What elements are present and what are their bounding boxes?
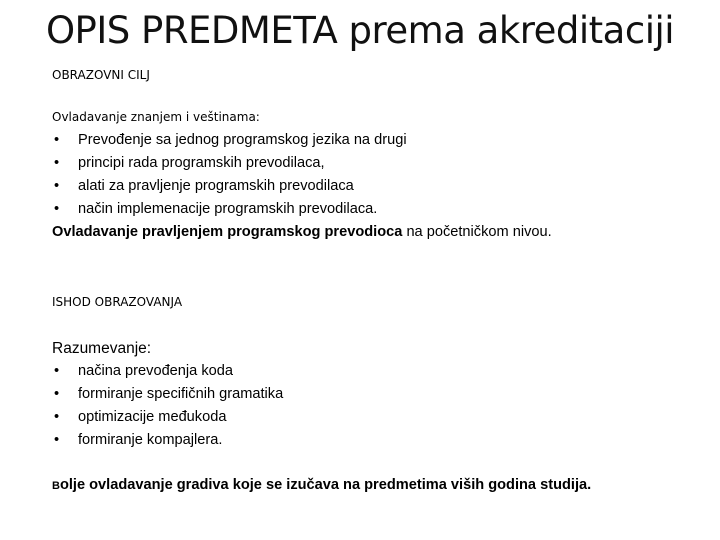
list-item-text: principi rada programskih prevodilaca, [78,155,325,171]
list-item-text: formiranje specifičnih gramatika [78,386,284,402]
list-item-text: formiranje kompajlera. [78,432,223,448]
list-item [52,129,692,152]
bullet-icon: • [54,363,60,379]
bullet-icon: • [54,155,60,171]
list-item [52,152,692,175]
list-item-text: optimizacije međukoda [78,409,227,425]
subheading-razumevanje: Razumevanje: [52,340,152,357]
list-item-text: Prevođenje sa jednog programskog jezika na drugi [78,132,407,148]
list-item [52,360,692,383]
closing-statement [52,221,692,244]
section-obrazovni-cilj-body [52,106,692,244]
bullet-icon: • [54,201,60,217]
list-item-text: načina prevođenja koda [78,363,233,379]
closing-statement-rest: na početničkom nivou. [402,224,552,240]
closing-statement-bold: Ovladavanje pravljenjem programskog prevodioca [52,224,403,240]
list-item [52,406,692,429]
bullet-icon: • [54,409,60,425]
bullet-icon: • [54,386,60,402]
bullet-icon: • [54,432,60,448]
bullet-icon: • [54,132,60,148]
page-title: OPIS PREDMETA prema akreditaciji [45,9,675,52]
list-item-text: alati za pravljenje programskih prevodilaca [78,178,354,194]
list-item [52,429,692,452]
list-item [52,198,692,221]
subheading-ovladavanje: Ovladavanje znanjem i veštinama: [52,110,260,124]
list-item [52,175,692,198]
section-ishod-body [52,337,692,452]
list-item-text: način implemenacije programskih prevodilaca. [78,201,378,217]
bullet-icon: • [54,178,60,194]
section-heading-obrazovni-cilj: OBRAZOVNI CILJ [52,68,150,82]
footer-first-letter: B [52,480,60,492]
footer-statement [52,477,591,493]
section-heading-ishod-obrazovanja: ISHOD OBRAZOVANJA [52,295,183,309]
list-item [52,383,692,406]
footer-rest: olje ovladavanje gradiva koje se izučava na predmetima viših godina studija. [59,477,592,493]
